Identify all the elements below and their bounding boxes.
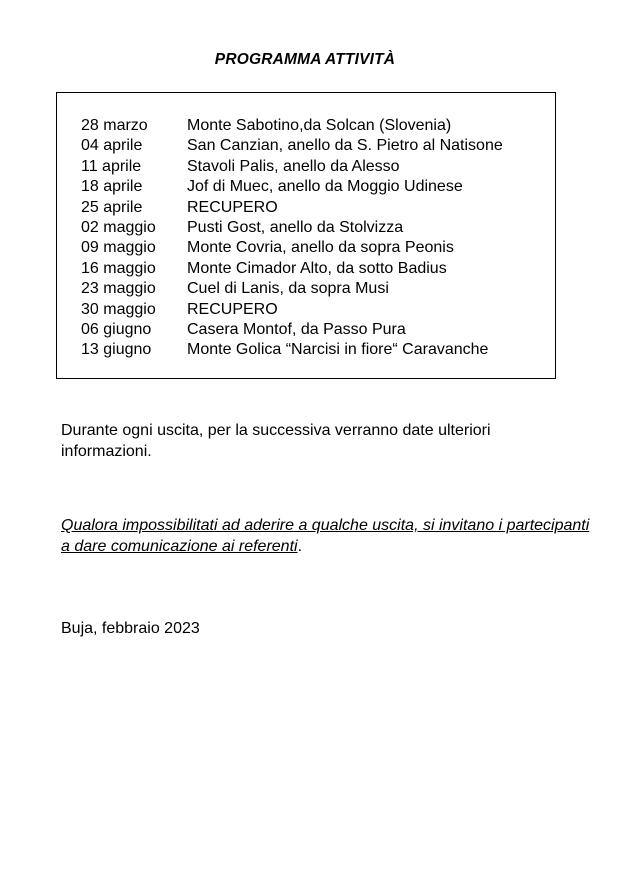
schedule-date: 02 maggio	[81, 218, 156, 236]
schedule-date: 23 maggio	[81, 280, 156, 298]
schedule-date: 16 maggio	[81, 259, 156, 277]
schedule-activity: Monte Sabotino,da Solcan (Slovenia)	[187, 117, 452, 134]
schedule-activity: Monte Cimador Alto, da sotto Badius	[187, 259, 447, 277]
schedule-row	[81, 157, 503, 177]
schedule-date: 04 aprile	[81, 137, 143, 155]
schedule-date: 06 giugno	[81, 320, 152, 338]
schedule-row	[81, 177, 503, 197]
schedule-activity: Monte Covria, anello da sopra Peonis	[187, 239, 454, 257]
schedule-date: 09 maggio	[81, 239, 156, 257]
schedule-row	[81, 218, 503, 238]
schedule-activity: Cuel di Lanis, da sopra Musi	[187, 280, 389, 298]
note-end: .	[297, 538, 303, 555]
schedule-row	[81, 198, 503, 218]
schedule-activity: RECUPERO	[187, 198, 278, 216]
schedule-date: 30 maggio	[81, 300, 156, 318]
schedule-row	[81, 340, 503, 360]
schedule-date: 25 aprile	[81, 198, 143, 216]
schedule-activity: RECUPERO	[187, 300, 278, 318]
note-text: Qualora impossibilitati ad aderire a qualche uscita, si invitano i partecipanti a dare comunicazione ai referenti	[61, 517, 590, 555]
schedule-list	[81, 116, 503, 361]
note-paragraph	[61, 515, 601, 557]
schedule-row	[81, 136, 503, 156]
schedule-row	[81, 259, 503, 279]
schedule-activity: Stavoli Palis, anello da Alesso	[187, 157, 400, 175]
schedule-date: 13 giugno	[81, 341, 152, 359]
schedule-box	[56, 92, 556, 379]
schedule-date: 28 marzo	[81, 117, 148, 134]
info-paragraph: Durante ogni uscita, per la successiva verranno date ulteriori informazioni.	[61, 422, 491, 460]
schedule-row	[81, 320, 503, 340]
page-title: PROGRAMMA ATTIVITÀ	[214, 51, 396, 68]
schedule-activity: Monte Golica “Narcisi in fiore“ Caravanche	[187, 341, 489, 359]
schedule-activity: San Canzian, anello da S. Pietro al Natisone	[187, 137, 503, 155]
schedule-row	[81, 279, 503, 299]
schedule-row	[81, 238, 503, 258]
schedule-date: 11 aprile	[81, 157, 142, 175]
schedule-row	[81, 300, 503, 320]
schedule-activity: Pusti Gost, anello da Stolvizza	[187, 218, 404, 236]
schedule-activity: Casera Montof, da Passo Pura	[187, 320, 406, 338]
schedule-row	[81, 116, 503, 136]
schedule-date: 18 aprile	[81, 178, 143, 196]
schedule-activity: Jof di Muec, anello da Moggio Udinese	[187, 178, 463, 196]
place-date: Buja, febbraio 2023	[61, 620, 200, 637]
